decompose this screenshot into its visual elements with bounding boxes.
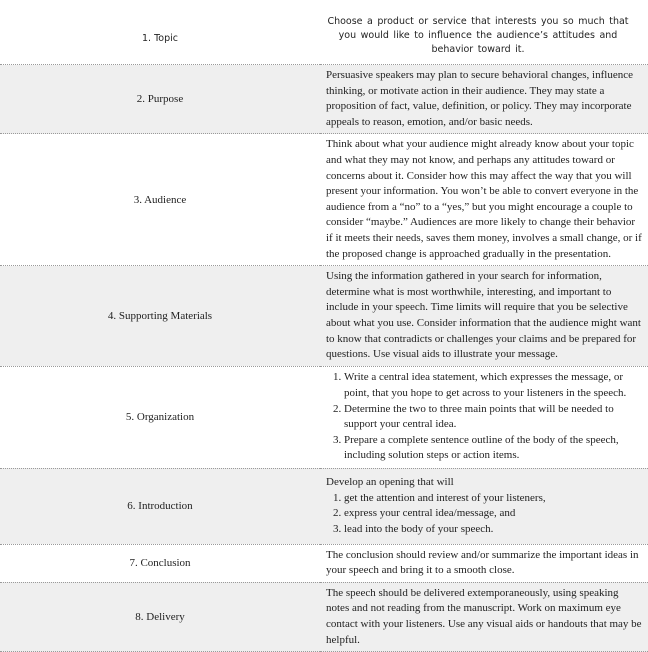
row-content: Persuasive speakers may plan to secure behavioral changes, influence thinking, or motivate action in their audience. They may state a proposition of fact, value, definition, or policy. They may incorporate appeals to reason, emotion, and/or basic needs. — [320, 65, 648, 134]
table-row-purpose — [0, 65, 648, 134]
table-row-organization — [0, 366, 648, 468]
row-content — [320, 468, 648, 544]
row-content: The speech should be delivered extemporaneously, using speaking notes and not reading from the manuscript. Work on maximum eye contact with your listeners. Use any visual aids or handouts that may be helpful. — [320, 582, 648, 651]
table-row-audience — [0, 134, 648, 266]
table-row-conclusion — [0, 544, 648, 582]
row-content: The conclusion should review and/or summarize the important ideas in your speech and bring it to a smooth close. — [320, 544, 648, 582]
row-label: 4. Supporting Materials — [0, 266, 320, 367]
row-label: 1. Topic — [0, 0, 320, 65]
row-content: Choose a product or service that interests you so much that you would like to influence the audience’s attitudes and behavior toward it. — [320, 0, 648, 65]
row-content: Using the information gathered in your search for information, determine what is most worthwhile, interesting, and important to include in your speech. Time limits will require that you be selective about what you use. Consider information that the audience might want to know that contradicts or challenges your claims and be prepared for questions. Use visual aids to illustrate your message. — [320, 266, 648, 367]
table-row-delivery — [0, 582, 648, 651]
row-label: 3. Audience — [0, 134, 320, 266]
row-label: 5. Organization — [0, 366, 320, 468]
list-item: 1. Write a central idea statement, which expresses the message, or point, that you hope to get across to your listeners in the speech. — [344, 370, 642, 401]
table-row-topic — [0, 0, 648, 65]
introduction-lead: Develop an opening that will — [326, 476, 454, 488]
row-label: 2. Purpose — [0, 65, 320, 134]
list-item: 1. get the attention and interest of your listeners, — [344, 491, 642, 507]
list-item: 3. lead into the body of your speech. — [344, 522, 642, 538]
row-label: 6. Introduction — [0, 468, 320, 544]
organization-list — [326, 370, 642, 464]
introduction-list — [326, 491, 642, 538]
list-item: 2. express your central idea/message, and — [344, 506, 642, 522]
row-label: 7. Conclusion — [0, 544, 320, 582]
list-item: 3. Prepare a complete sentence outline of the body of the speech, including solution steps or action items. — [344, 433, 642, 464]
list-item: 2. Determine the two to three main points that will be needed to support your central idea. — [344, 402, 642, 433]
table-row-supporting-materials — [0, 266, 648, 367]
table-row-introduction — [0, 468, 648, 544]
row-content — [320, 366, 648, 468]
row-content: Think about what your audience might already know about your topic and what they may not know, and perhaps any attitudes toward or concerns about it. Consider how this may affect the way that you will present your information. You won’t be able to convert everyone in the audience from a “no” to a “yes,” but you might encourage a couple to consider “maybe.” Audiences are more likely to change their behavior if it meets their needs, saves them money, involves a small change, or if the proposed change is approached gradually in the presentation. — [320, 134, 648, 266]
row-label: 8. Delivery — [0, 582, 320, 651]
